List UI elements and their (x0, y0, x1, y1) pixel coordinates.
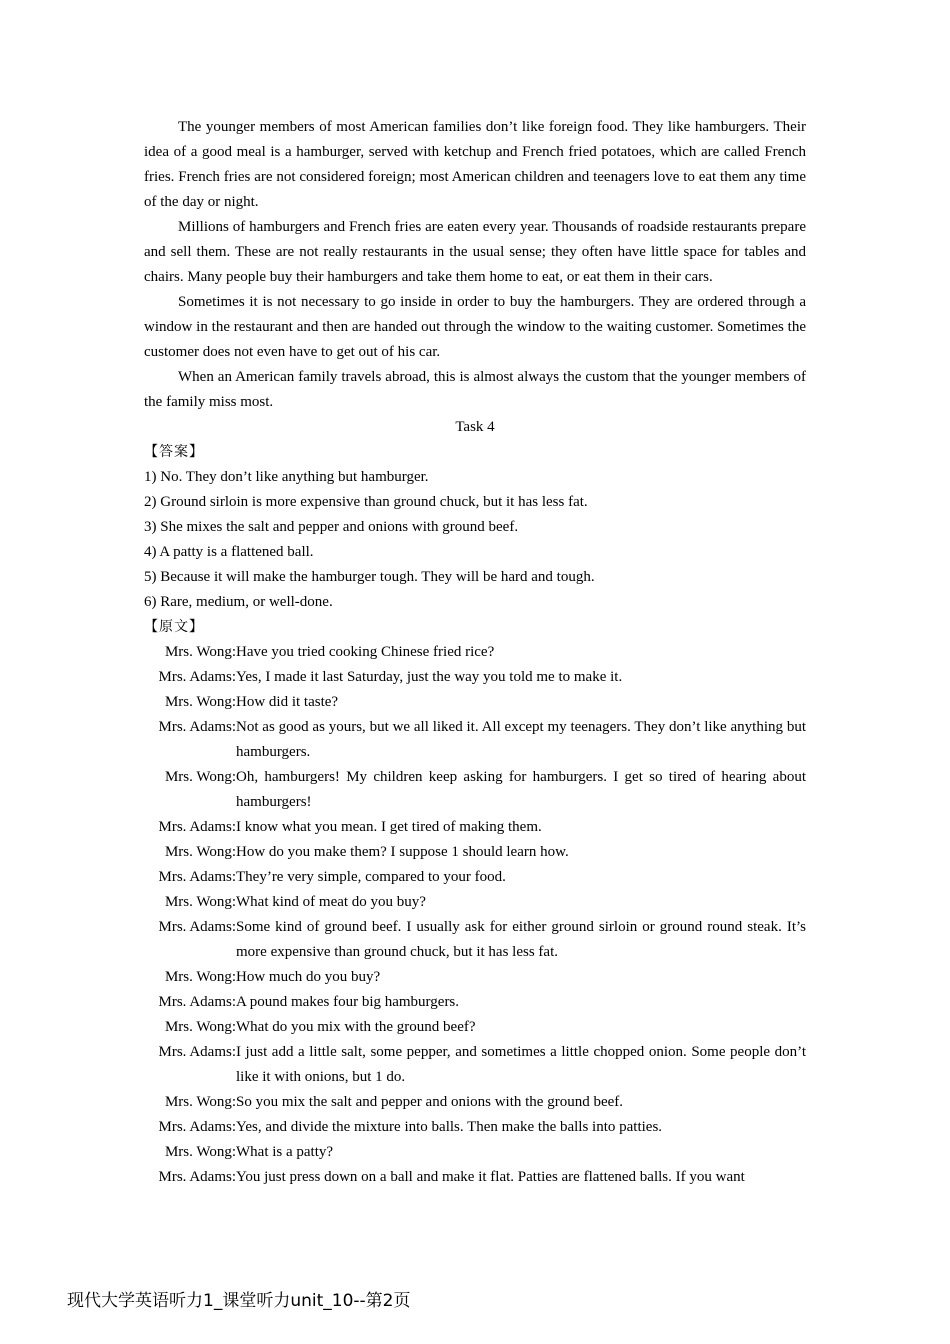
speaker-name: Mrs. Wong: (164, 644, 236, 660)
dialogue-line (144, 915, 806, 965)
speaker-name: Mrs. Wong: (164, 894, 236, 910)
dialogue-line (144, 690, 806, 715)
dialogue-line (144, 1040, 806, 1090)
speaker-name: Mrs. Adams: (158, 1119, 236, 1135)
passage (144, 115, 806, 415)
dialogue-line (144, 815, 806, 840)
utterance-text: I just add a little salt, some pepper, and sometimes a little chopped onion. Some people don’t like it with onions, but 1 do. (236, 1044, 806, 1085)
answer-item: 1) No. They don’t like anything but hamburger. (144, 469, 429, 485)
speaker-name: Mrs. Adams: (158, 1044, 236, 1060)
utterance-text: Yes, I made it last Saturday, just the way you told me to make it. (236, 669, 623, 685)
passage-paragraph: Millions of hamburgers and French fries are eaten every year. Thousands of roadside restaurants prepare and sell them. These are not really restaurants in the usual sense; they often have little space for tables and chairs. Many people buy their hamburgers and take them home to eat, or eat them in their cars. (144, 219, 806, 285)
answer-item: 3) She mixes the salt and pepper and onions with ground beef. (144, 519, 519, 535)
utterance-text: How do you make them? I suppose 1 should learn how. (236, 844, 569, 860)
speaker-name: Mrs. Wong: (164, 769, 236, 785)
utterance-text: Some kind of ground beef. I usually ask for either ground sirloin or ground round steak. It’s more expensive than ground chuck, but it has less fat. (236, 919, 806, 960)
answer-label: 【答案】 (144, 444, 204, 460)
passage-paragraph: The younger members of most American families don’t like foreign food. They like hamburgers. Their idea of a good meal is a hamburger, served with ketchup and French fried potatoes, which are called French fries. French fries are not considered foreign; most American children and teenagers love to eat them any time of the day or night. (144, 119, 806, 210)
answer-item: 5) Because it will make the hamburger tough. They will be hard and tough. (144, 569, 595, 585)
passage-paragraph: Sometimes it is not necessary to go inside in order to buy the hamburgers. They are ordered through a window in the restaurant and then are handed out through the window to the waiting customer. Sometimes the customer does not even have to get out of his car. (144, 294, 806, 360)
speaker-name: Mrs. Wong: (164, 694, 236, 710)
utterance-text: A pound makes four big hamburgers. (236, 994, 460, 1010)
dialogue-line (144, 965, 806, 990)
utterance-text: How much do you buy? (236, 969, 381, 985)
utterance-text: Not as good as yours, but we all liked it. All except my teenagers. They don’t like anything but hamburgers. (236, 719, 806, 760)
utterance-text: I know what you mean. I get tired of making them. (236, 819, 542, 835)
dialogue-line (144, 665, 806, 690)
utterance-text: What kind of meat do you buy? (236, 894, 426, 910)
speaker-name: Mrs. Wong: (164, 1144, 236, 1160)
dialogue-line (144, 1165, 806, 1190)
dialogue-line (144, 990, 806, 1015)
dialogue-line (144, 1090, 806, 1115)
answer-item: 6) Rare, medium, or well-done. (144, 594, 333, 610)
dialogue-line (144, 890, 806, 915)
dialogue-line (144, 865, 806, 890)
utterance-text: You just press down on a ball and make it flat. Patties are flattened balls. If you want (236, 1169, 745, 1185)
dialogue-line (144, 1140, 806, 1165)
speaker-name: Mrs. Wong: (164, 1094, 236, 1110)
utterance-text: Have you tried cooking Chinese fried rice? (236, 644, 495, 660)
speaker-name: Mrs. Adams: (158, 994, 236, 1010)
dialogue-line (144, 640, 806, 665)
speaker-name: Mrs. Adams: (158, 1169, 236, 1185)
dialogue-line (144, 715, 806, 765)
passage-paragraph: When an American family travels abroad, this is almost always the custom that the younger members of the family miss most. (144, 369, 806, 410)
utterance-text: Oh, hamburgers! My children keep asking for hamburgers. I get so tired of hearing about hamburgers! (236, 769, 806, 810)
transcript-label: 【原文】 (144, 619, 204, 635)
utterance-text: Yes, and divide the mixture into balls. Then make the balls into patties. (236, 1119, 663, 1135)
speaker-name: Mrs. Wong: (164, 1019, 236, 1035)
speaker-name: Mrs. Adams: (158, 919, 236, 935)
speaker-name: Mrs. Wong: (164, 844, 236, 860)
speaker-name: Mrs. Adams: (158, 669, 236, 685)
dialogue-line (144, 840, 806, 865)
answer-list (144, 465, 806, 615)
utterance-text: So you mix the salt and pepper and onions with the ground beef. (236, 1094, 624, 1110)
speaker-name: Mrs. Adams: (158, 819, 236, 835)
utterance-text: What is a patty? (236, 1144, 334, 1160)
answer-item: 4) A patty is a flattened ball. (144, 544, 314, 560)
speaker-name: Mrs. Adams: (158, 869, 236, 885)
dialogue-line (144, 765, 806, 815)
dialogue-line (144, 1115, 806, 1140)
speaker-name: Mrs. Adams: (158, 719, 236, 735)
utterance-text: They’re very simple, compared to your food. (236, 869, 506, 885)
speaker-name: Mrs. Wong: (164, 969, 236, 985)
utterance-text: How did it taste? (236, 694, 339, 710)
task-heading: Task 4 (455, 419, 495, 435)
page-footer: 现代大学英语听力1_课堂听力unit_10--第2页 (67, 1291, 411, 1311)
page-content (144, 115, 806, 1190)
utterance-text: What do you mix with the ground beef? (236, 1019, 476, 1035)
dialogue-transcript (144, 640, 806, 1190)
answer-item: 2) Ground sirloin is more expensive than ground chuck, but it has less fat. (144, 494, 588, 510)
dialogue-line (144, 1015, 806, 1040)
